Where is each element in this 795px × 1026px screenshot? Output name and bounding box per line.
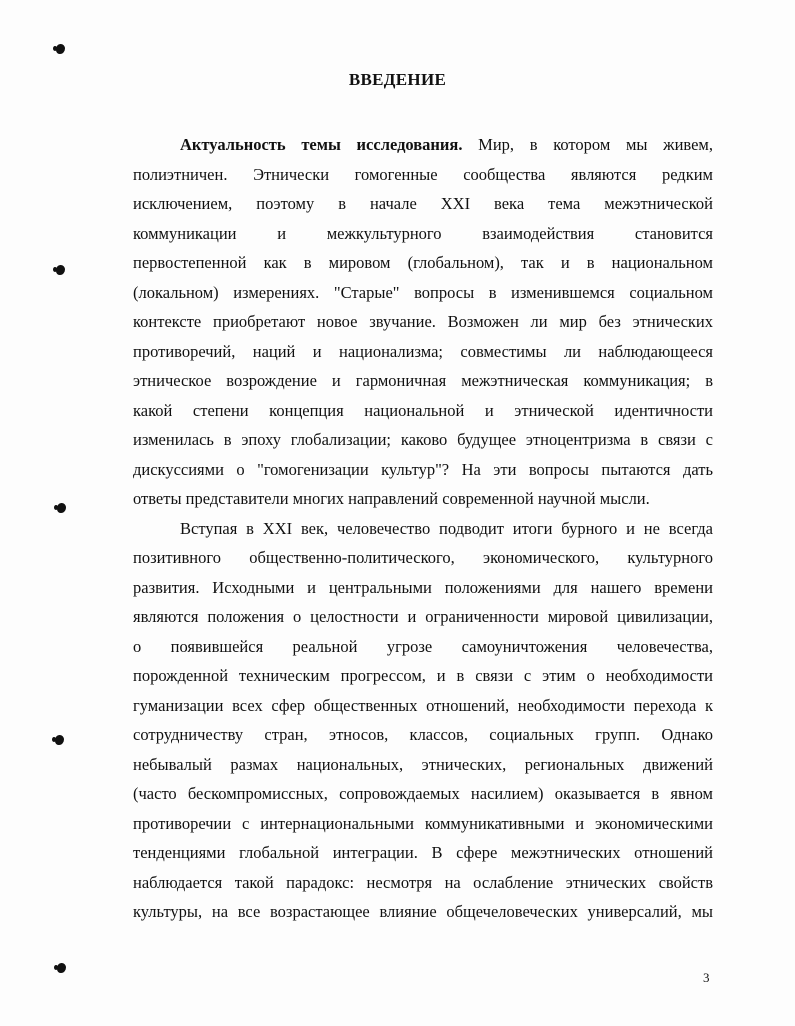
text-line: позитивного общественно-политического, экономического, культурного: [133, 548, 713, 567]
text-line: этническое возрождение и гармоничная межэтническая коммуникация; в: [133, 371, 713, 390]
text-line: полиэтничен. Этнически гомогенные сообщества являются редким: [133, 164, 713, 184]
text-line: противоречии с интернациональными коммуникативными и экономическими: [133, 813, 713, 833]
text-line: наблюдается такой парадокс: несмотря на ослабление этнических свойств: [133, 872, 713, 892]
text-line: изменилась в эпоху глобализации; каково будущее этноцентризма в связи с: [133, 430, 713, 449]
text-line: Вступая в XXI век, человечество подводит итоги бурного и не всегда: [180, 518, 713, 538]
body-text: [133, 130, 713, 927]
text-line: порожденной техническим прогрессом, и в связи с этим о необходимости: [133, 666, 713, 685]
text-line: исключением, поэтому в начале XXI века тема межэтнической: [133, 194, 713, 213]
text-line: коммуникации и межкультурного взаимодействия становится: [133, 223, 713, 243]
text-line: (часто бескомпромиссных, сопровождаемых насилием) оказывается в явном: [133, 784, 713, 803]
text-line: сотрудничеству стран, этносов, классов, социальных групп. Однако: [133, 725, 713, 744]
punch-hole-mark: [55, 735, 64, 745]
text-line: дискуссиями о "гомогенизации культур"? На эти вопросы пытаются дать: [133, 459, 713, 479]
text-line: культуры, на все возрастающее влияние общечеловеческих универсалий, мы: [133, 902, 713, 921]
page-number: 3: [703, 970, 710, 985]
text-line: Актуальность темы исследования. Мир, в котором мы живем,: [180, 135, 714, 154]
punch-hole-mark: [56, 265, 65, 275]
punch-hole-mark: [57, 963, 66, 973]
punch-hole-mark: [56, 44, 65, 54]
text-line: какой степени концепция национальной и этнической идентичности: [133, 400, 713, 420]
text-line: небывалый размах национальных, этнических, региональных движений: [133, 754, 713, 774]
punch-hole-mark: [57, 503, 66, 513]
text-line: ответы представители многих направлений современной научной мысли.: [133, 489, 650, 508]
text-line: первостепенной как в мировом (глобальном), так и в национальном: [133, 253, 713, 272]
text-line: гуманизации всех сфер общественных отношений, необходимости перехода к: [133, 695, 713, 715]
paragraph-lead-heading: Актуальность темы исследования.: [180, 135, 463, 154]
text-line: являются положения о целостности и ограниченности мировой цивилизации,: [133, 607, 713, 626]
section-title: ВВЕДЕНИЕ: [348, 70, 447, 89]
text-line: контексте приобретают новое звучание. Возможен ли мир без этнических: [133, 312, 713, 331]
text-line: развития. Исходными и центральными положениями для нашего времени: [133, 577, 713, 597]
text-line: противоречий, наций и национализма; совместимы ли наблюдающееся: [133, 341, 713, 361]
text-line: (локальном) измерениях. "Старые" вопросы в изменившемся социальном: [133, 282, 713, 302]
text-line: тенденциями глобальной интеграции. В сфере межэтнических отношений: [133, 843, 713, 862]
text-line: о появившейся реальной угрозе самоуничтожения человечества,: [133, 636, 713, 656]
